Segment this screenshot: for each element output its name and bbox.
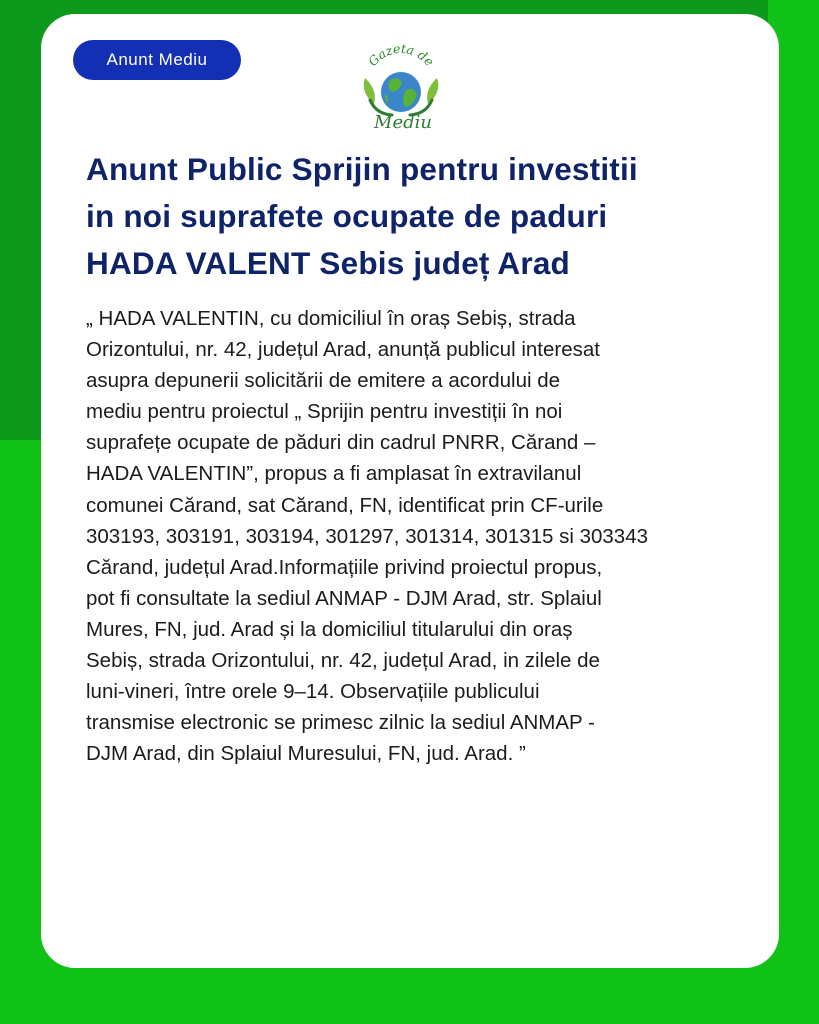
body-line: comunei Cărand, sat Cărand, FN, identificat prin CF-urile bbox=[86, 493, 604, 517]
body-line: pot fi consultate la sediul ANMAP - DJM Arad, str. Splaiul bbox=[86, 586, 602, 610]
page-title bbox=[86, 146, 756, 287]
svg-text:Gazeta de bbox=[365, 41, 437, 69]
body-line: transmise electronic se primesc zilnic la sediul ANMAP - bbox=[86, 711, 595, 735]
logo-text-top: Gazeta de bbox=[364, 40, 438, 69]
body-line: HADA VALENTIN”, propus a fi amplasat în extravilanul bbox=[86, 462, 582, 486]
announcement-body bbox=[86, 303, 756, 769]
body-line: asupra depunerii solicitării de emitere a acordului de bbox=[86, 369, 561, 393]
globe-leaf-logo-icon bbox=[356, 40, 446, 132]
body-line: mediu pentru proiectul „ Sprijin pentru investiții în noi bbox=[86, 400, 563, 424]
body-line: Cărand, județul Arad.Informațiile privind proiectul propus, bbox=[86, 555, 603, 579]
category-badge bbox=[73, 40, 241, 80]
body-line: suprafețe ocupate de păduri din cadrul PNRR, Cărand – bbox=[86, 431, 596, 455]
body-line: 303193, 303191, 303194, 301297, 301314, 301315 si 303343 bbox=[86, 524, 648, 548]
body-line: „ HADA VALENTIN, cu domiciliul în oraș Sebiș, strada bbox=[86, 307, 576, 330]
title-line: in noi suprafete ocupate de paduri bbox=[86, 198, 608, 234]
body-line: luni-vineri, între orele 9–14. Observațiile publicului bbox=[86, 680, 540, 704]
body-line: DJM Arad, din Splaiul Muresului, FN, jud. Arad. ” bbox=[86, 742, 526, 766]
body-line: Orizontului, nr. 42, județul Arad, anunță publicul interesat bbox=[86, 338, 600, 362]
body-line: Sebiș, strada Orizontului, nr. 42, județul Arad, in zilele de bbox=[86, 649, 600, 673]
title-line: Anunt Public Sprijin pentru investitii bbox=[86, 151, 638, 187]
category-badge-label: Anunt Mediu bbox=[106, 50, 208, 69]
body-line: Mures, FN, jud. Arad și la domiciliul titularului din oraș bbox=[86, 617, 573, 641]
gazeta-de-mediu-logo bbox=[356, 40, 446, 132]
title-line: HADA VALENT Sebis județ Arad bbox=[86, 245, 570, 281]
logo-text-bottom: Mediu bbox=[374, 112, 432, 132]
